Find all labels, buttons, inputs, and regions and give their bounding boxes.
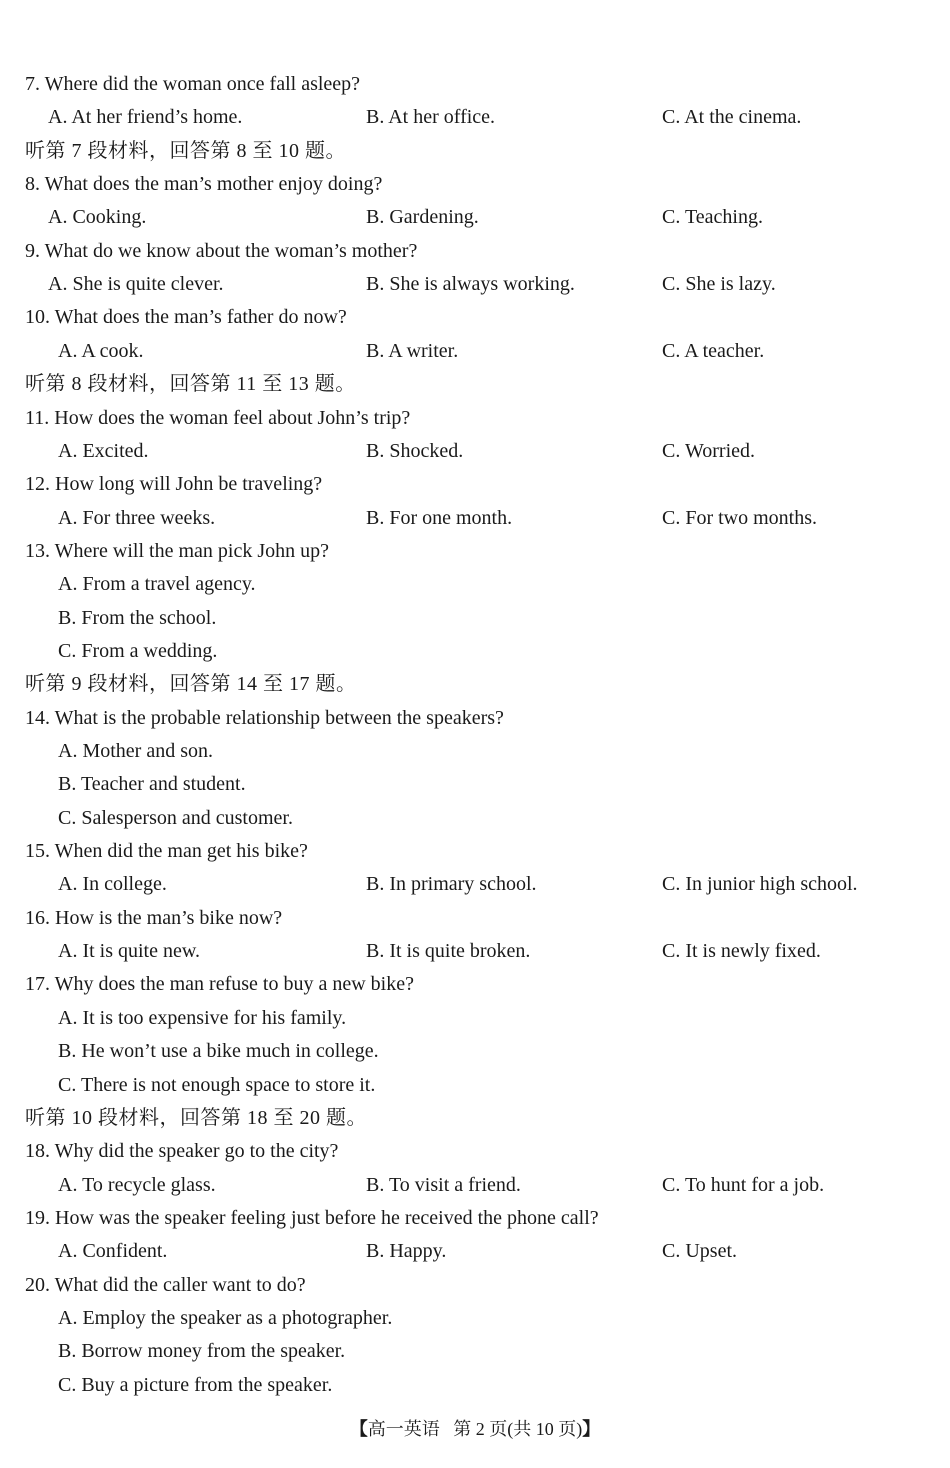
option-row (0, 201, 950, 233)
question-stem: 10. What does the man’s father do now? (25, 306, 347, 329)
footer-open-bracket: 【 (349, 1419, 368, 1439)
answer-option: B. Teacher and student. (58, 773, 246, 796)
answer-option: A. Confident. (58, 1240, 168, 1263)
answer-option: A. She is quite clever. (48, 273, 224, 296)
answer-option: A. Excited. (58, 439, 149, 462)
answer-option: B. He won’t use a bike much in college. (58, 1040, 379, 1063)
option-row (0, 101, 950, 133)
option-row (0, 868, 950, 900)
option-row (0, 1235, 950, 1267)
option-row (0, 1335, 950, 1367)
section-instruction: 听第 10 段材料，回答第 18 至 20 题。 (25, 1106, 367, 1129)
answer-option: C. Teaching. (662, 206, 763, 229)
option-row (0, 1069, 950, 1101)
footer-page-number: 第 2 页(共 10 页) (453, 1419, 583, 1439)
answer-option: A. Cooking. (48, 206, 147, 229)
question-stem: 8. What does the man’s mother enjoy doing? (25, 173, 383, 196)
answer-option: B. From the school. (58, 606, 217, 629)
answer-option: C. Buy a picture from the speaker. (58, 1373, 333, 1396)
option-row (0, 735, 950, 767)
answer-option: C. In junior high school. (662, 873, 858, 896)
option-row (0, 1002, 950, 1034)
answer-option: B. For one month. (366, 506, 513, 529)
question-stem: 11. How does the woman feel about John’s trip? (25, 406, 411, 429)
answer-option: C. There is not enough space to store it. (58, 1073, 376, 1096)
answer-option: C. It is newly fixed. (662, 940, 821, 963)
option-row (0, 1169, 950, 1201)
option-row (0, 635, 950, 667)
answer-option: A. Mother and son. (58, 740, 213, 762)
section-instruction: 听第 7 段材料，回答第 8 至 10 题。 (25, 139, 346, 162)
question-stem: 7. Where did the woman once fall asleep? (25, 73, 361, 95)
footer-close-bracket: 】 (582, 1419, 601, 1439)
question-stem: 17. Why does the man refuse to buy a new bike? (25, 973, 414, 996)
option-row (0, 502, 950, 534)
answer-option: C. At the cinema. (662, 106, 802, 129)
answer-option: B. Gardening. (366, 206, 479, 229)
answer-option: C. Salesperson and customer. (58, 806, 293, 829)
section-instruction: 听第 9 段材料，回答第 14 至 17 题。 (25, 673, 357, 696)
answer-option: A. It is quite new. (58, 940, 201, 963)
answer-option: C. She is lazy. (662, 273, 776, 296)
option-row (0, 335, 950, 367)
question-stem: 15. When did the man get his bike? (25, 840, 308, 863)
answer-option: B. She is always working. (366, 273, 575, 296)
option-row (0, 935, 950, 967)
option-row (0, 768, 950, 800)
answer-option: B. It is quite broken. (366, 940, 531, 963)
answer-option: B. To visit a friend. (366, 1173, 521, 1196)
option-row (0, 568, 950, 600)
option-row (0, 802, 950, 834)
answer-option: B. Borrow money from the speaker. (58, 1340, 346, 1363)
answer-option: A. At her friend’s home. (48, 106, 243, 129)
answer-option: A. In college. (58, 873, 167, 896)
section-instruction: 听第 8 段材料，回答第 11 至 13 题。 (25, 373, 356, 396)
answer-option: A. From a travel agency. (58, 573, 256, 596)
option-row (0, 1369, 950, 1401)
question-stem: 12. How long will John be traveling? (25, 473, 323, 496)
answer-option: A. Employ the speaker as a photographer. (58, 1306, 393, 1329)
answer-option: B. Happy. (366, 1240, 447, 1263)
answer-option: B. A writer. (366, 339, 459, 362)
option-row (0, 1035, 950, 1067)
answer-option: A. A cook. (58, 339, 144, 362)
question-stem: 19. How was the speaker feeling just before he received the phone call? (25, 1206, 599, 1229)
option-row (0, 1302, 950, 1334)
question-stem: 20. What did the caller want to do? (25, 1273, 306, 1296)
answer-option: B. In primary school. (366, 873, 537, 896)
question-stem: 18. Why did the speaker go to the city? (25, 1140, 339, 1163)
option-row (0, 268, 950, 300)
option-row (0, 435, 950, 467)
answer-option: B. Shocked. (366, 439, 464, 462)
answer-option: A. It is too expensive for his family. (58, 1006, 347, 1029)
answer-option: C. Worried. (662, 439, 756, 462)
footer-subject: 高一英语 (367, 1419, 440, 1439)
page-footer (0, 1414, 950, 1444)
question-stem: 14. What is the probable relationship between the speakers? (25, 706, 504, 729)
option-row (0, 602, 950, 634)
answer-option: A. For three weeks. (58, 506, 216, 529)
answer-option: A. To recycle glass. (58, 1173, 216, 1196)
answer-option: B. At her office. (366, 106, 496, 129)
answer-option: C. To hunt for a job. (662, 1173, 825, 1196)
answer-option: C. A teacher. (662, 339, 765, 362)
answer-option: C. For two months. (662, 506, 818, 529)
answer-option: C. From a wedding. (58, 639, 218, 662)
answer-option: C. Upset. (662, 1240, 737, 1263)
question-stem: 13. Where will the man pick John up? (25, 539, 330, 562)
question-stem: 9. What do we know about the woman’s mother? (25, 239, 418, 262)
question-stem: 16. How is the man’s bike now? (25, 906, 283, 929)
